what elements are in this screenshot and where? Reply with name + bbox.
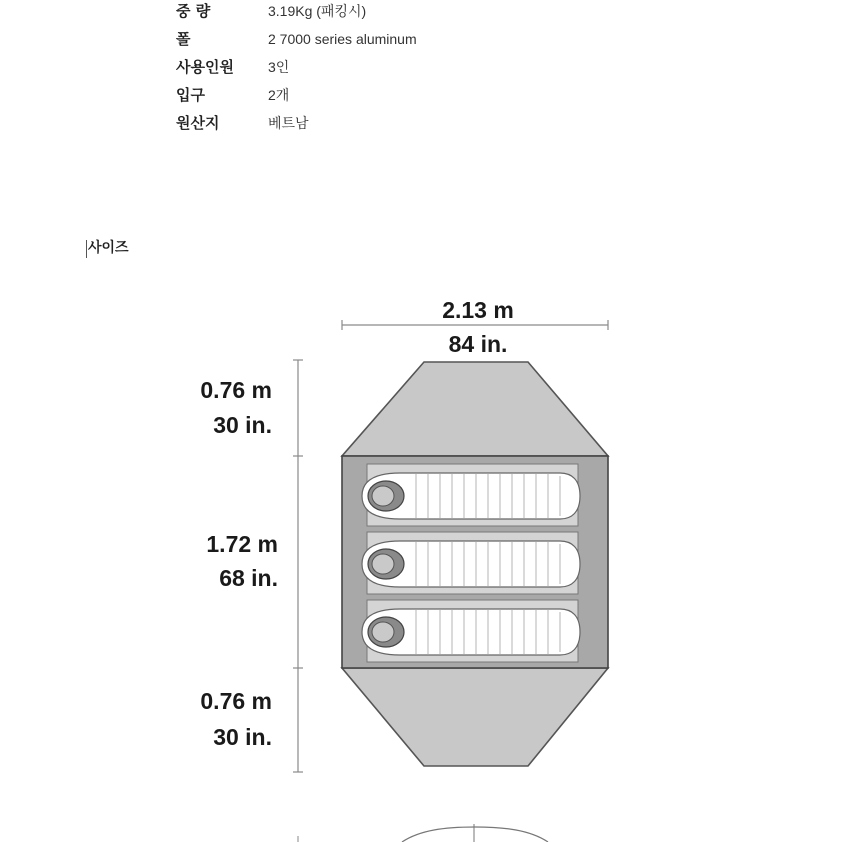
spec-label: 중 량 bbox=[176, 2, 211, 20]
height-dimension-line bbox=[293, 360, 303, 772]
sleeping-bag-icon bbox=[362, 609, 580, 655]
width-inches: 84 in. bbox=[448, 331, 508, 357]
spec-label: 폴 bbox=[176, 30, 191, 48]
vestibule-bottom bbox=[342, 668, 608, 766]
vestibule-bottom-inches: 30 in. bbox=[213, 724, 272, 750]
width-meters: 2.13 m bbox=[442, 297, 514, 323]
body-meters: 1.72 m bbox=[206, 531, 278, 557]
section-title: 사이즈 bbox=[88, 240, 129, 256]
vestibule-bottom-meters: 0.76 m bbox=[200, 688, 272, 714]
spec-value: 2개 bbox=[268, 87, 290, 103]
vestibule-top-inches: 30 in. bbox=[213, 412, 272, 438]
spec-label: 원산지 bbox=[176, 114, 220, 132]
spec-label: 입구 bbox=[176, 86, 205, 104]
sleeping-bag-icon bbox=[362, 541, 580, 587]
spec-value: 2 7000 series aluminum bbox=[268, 31, 417, 47]
spec-value: 3.19Kg (패킹시) bbox=[268, 3, 367, 19]
spec-label: 사용인원 bbox=[176, 58, 234, 76]
body-inches: 68 in. bbox=[219, 565, 278, 591]
vestibule-top bbox=[342, 362, 608, 456]
sleeping-bag-icon bbox=[362, 473, 580, 519]
spec-value: 베트남 bbox=[268, 115, 309, 131]
spec-value: 3인 bbox=[268, 59, 290, 75]
next-diagram-partial bbox=[298, 824, 548, 842]
vestibule-top-meters: 0.76 m bbox=[200, 377, 272, 403]
